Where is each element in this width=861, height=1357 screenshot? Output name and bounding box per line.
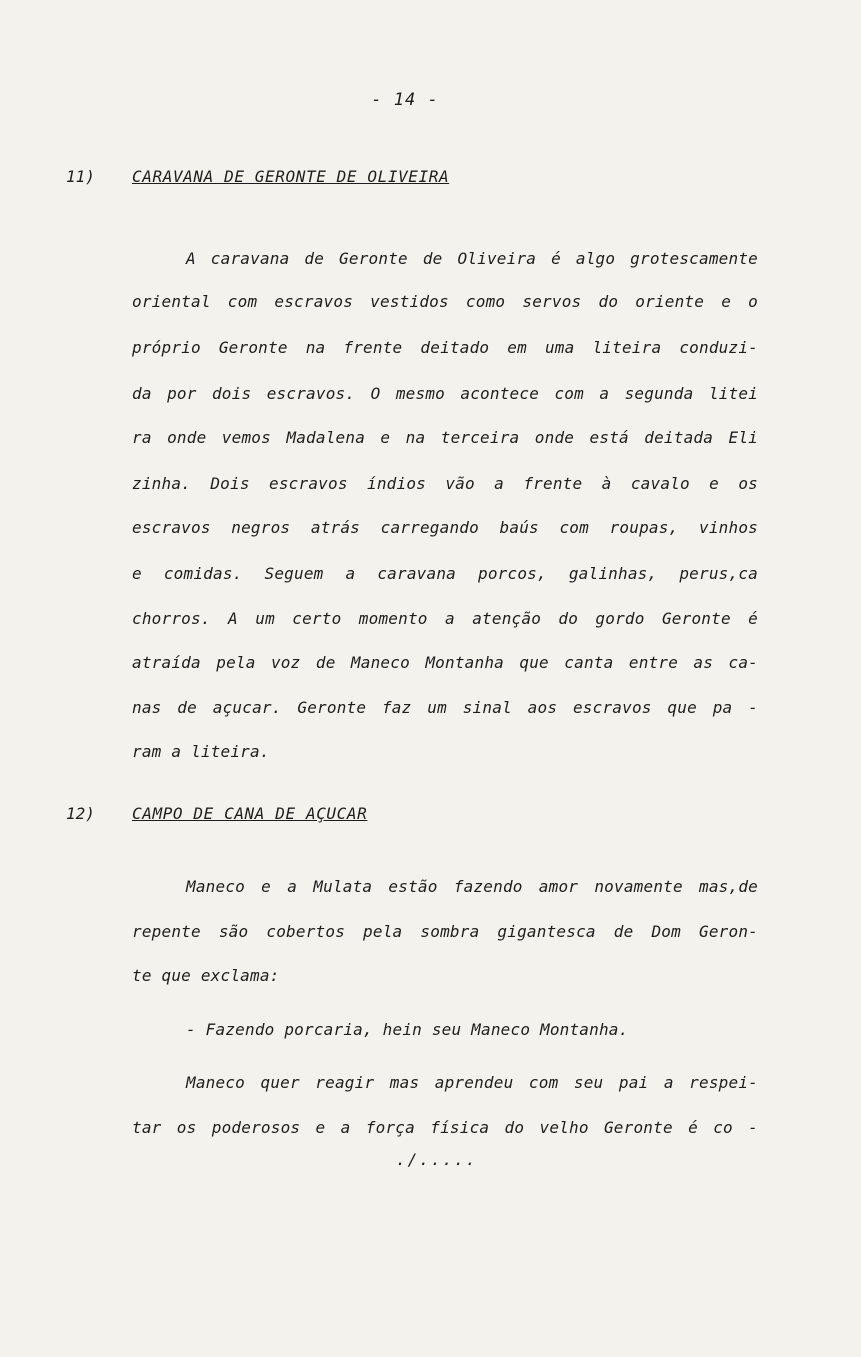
- section-title: CAMPO DE CANA DE AÇUCAR: [132, 804, 368, 823]
- paragraph-line: oriental com escravos vestidos como servos do oriente e o: [132, 292, 758, 311]
- section-number: 12): [66, 804, 95, 823]
- paragraph-line: nas de açucar. Geronte faz um sinal aos escravos que pa -: [132, 698, 758, 717]
- paragraph-line: A caravana de Geronte de Oliveira é algo grotescamente: [186, 249, 758, 268]
- paragraph-line: chorros. A um certo momento a atenção do gordo Geronte é: [132, 609, 758, 628]
- paragraph-line: te que exclama:: [132, 966, 280, 985]
- paragraph-line: Maneco quer reagir mas aprendeu com seu pai a respei-: [186, 1073, 758, 1092]
- paragraph-line: da por dois escravos. O mesmo acontece com a segunda litei: [132, 384, 758, 403]
- paragraph-line: atraída pela voz de Maneco Montanha que canta entre as ca-: [132, 653, 758, 672]
- paragraph-line: repente são cobertos pela sombra gigantesca de Dom Geron-: [132, 922, 758, 941]
- section-title: CARAVANA DE GERONTE DE OLIVEIRA: [132, 167, 450, 186]
- paragraph-line: escravos negros atrás carregando baús com roupas, vinhos: [132, 518, 758, 537]
- page-number: - 14 -: [371, 90, 439, 110]
- paragraph-line: ra onde vemos Madalena e na terceira onde está deitada Eli: [132, 428, 758, 447]
- continuation-mark: ./.....: [396, 1150, 478, 1169]
- paragraph-line: tar os poderosos e a força física do velho Geronte é co -: [132, 1118, 758, 1137]
- paragraph-line: e comidas. Seguem a caravana porcos, galinhas, perus,ca: [132, 564, 758, 583]
- section-number: 11): [66, 167, 95, 186]
- paragraph-line: zinha. Dois escravos índios vão a frente à cavalo e os: [132, 474, 758, 493]
- paragraph-line: Maneco e a Mulata estão fazendo amor novamente mas,de: [186, 877, 758, 896]
- dialogue-line: - Fazendo porcaria, hein seu Maneco Montanha.: [186, 1020, 629, 1039]
- paragraph-line: ram a liteira.: [132, 742, 270, 761]
- paragraph-line: próprio Geronte na frente deitado em uma liteira conduzi-: [132, 338, 758, 357]
